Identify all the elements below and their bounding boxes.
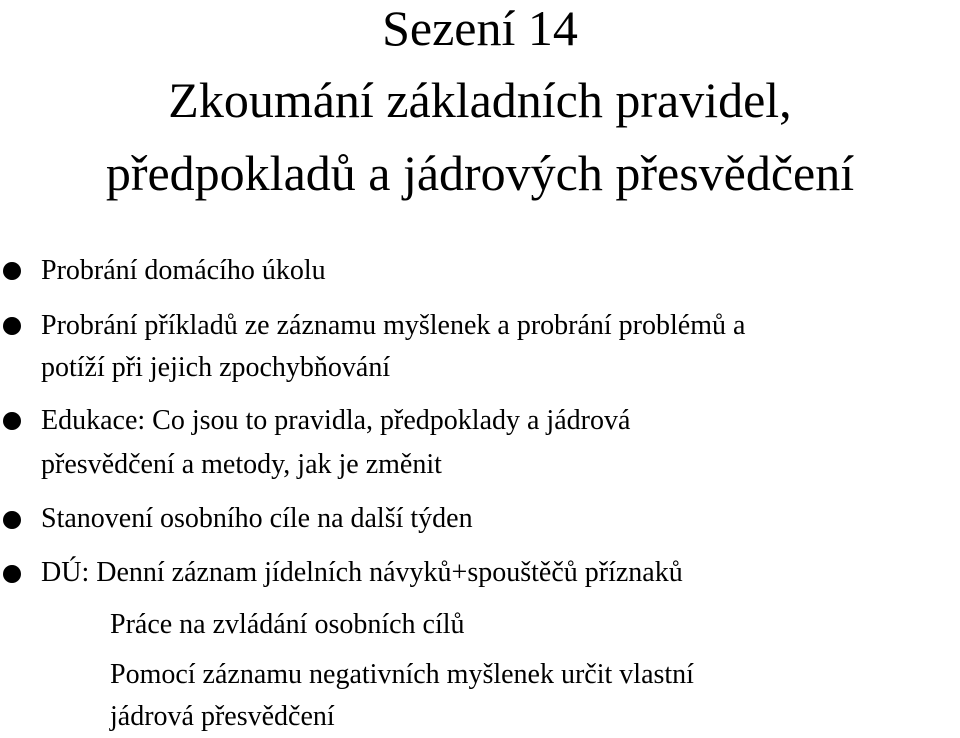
bullet-text-continued: přesvědčení a metody, jak je změnit [41,449,442,480]
bullet-icon [3,317,21,335]
bullet-icon [3,511,21,529]
bullet-text: Stanovení osobního cíle na další týden [41,503,473,534]
sub-item-text-continued: jádrová přesvědčení [110,701,335,732]
bullet-icon [3,262,21,280]
slide-title-line-1: Zkoumání základních pravidel, [168,72,792,128]
bullet-text: Probrání příkladů ze záznamu myšlenek a probrání problémů a [41,310,746,341]
bullet-text: Probrání domácího úkolu [41,255,326,286]
sub-item-text: Pomocí záznamu negativních myšlenek určit vlastní [110,659,694,690]
sub-item-text: Práce na zvládání osobních cílů [110,609,465,640]
bullet-text: DÚ: Denní záznam jídelních návyků+spouštěčů příznaků [41,557,683,588]
bullet-text: Edukace: Co jsou to pravidla, předpoklady a jádrová [41,405,631,436]
slide-title-line-2: předpokladů a jádrových přesvědčení [105,145,855,201]
bullet-icon [3,412,21,430]
slide-title-session: Sezení 14 [382,0,578,56]
bullet-icon [3,565,21,583]
bullet-text-continued: potíží při jejich zpochybňování [41,352,391,383]
